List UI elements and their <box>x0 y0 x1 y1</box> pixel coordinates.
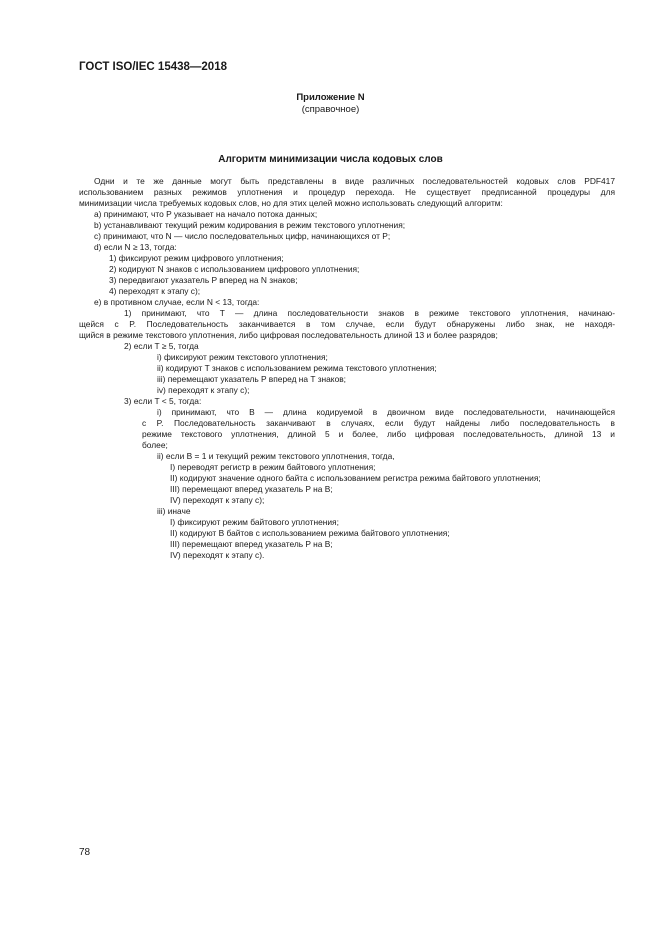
list-item: режиме текстового уплотнения, длиной 5 и более, либо цифровая последовательность, длиной 13 и <box>142 429 615 439</box>
annex-type: (справочное) <box>301 104 360 115</box>
list-item: I) фиксируют режим байтового уплотнения; <box>170 517 339 527</box>
list-item: 1) фиксируют режим цифрового уплотнения; <box>109 253 284 263</box>
list-item: щийся в режиме текстового уплотнения, либо цифровая последовательность длиной 13 и более разрядов; <box>79 330 498 340</box>
list-item: IV) переходят к этапу c); <box>170 495 265 505</box>
list-item: с P. Последовательность заканчивают в случаях, если будут найдены либо последовательность в <box>142 418 615 428</box>
list-item: 3) передвигают указатель P вперед на N знаков; <box>109 275 298 285</box>
list-item: e) в противном случае, если N < 13, тогда: <box>94 297 260 307</box>
list-item: d) если N ≥ 13, тогда: <box>94 242 177 252</box>
list-item: 1) принимают, что T — длина последовательности знаков в режиме текстового уплотнения, начинаю- <box>124 308 615 318</box>
list-item: IV) переходят к этапу c). <box>170 550 265 560</box>
list-item: более; <box>142 440 168 450</box>
list-item: II) кодируют значение одного байта с использованием регистра режима байтового уплотнения; <box>170 473 541 483</box>
list-item: iii) перемещают указатель P вперед на T знаков; <box>157 374 347 384</box>
list-item: II) кодируют B байтов с использованием режима байтового уплотнения; <box>170 528 450 538</box>
intro-line: Одни и те же данные могут быть представлены в виде различных последовательностей кодовых слов PDF417 <box>94 176 615 186</box>
list-item: i) фиксируют режим текстового уплотнения; <box>157 352 328 362</box>
list-item: iv) переходят к этапу c); <box>157 385 250 395</box>
list-item: iii) иначе <box>157 506 191 516</box>
list-item: 2) если T ≥ 5, тогда <box>124 341 199 351</box>
list-item: a) принимают, что P указывает на начало потока данных; <box>94 209 318 219</box>
intro-line: минимизации числа требуемых кодовых слов, но для этих целей можно использовать следующий алгоритм: <box>79 198 503 208</box>
list-item: ii) если B = 1 и текущий режим текстового уплотнения, тогда, <box>157 451 395 461</box>
list-item: 3) если T < 5, тогда: <box>124 396 202 406</box>
intro-line: использованием разных режимов уплотнения и процедур перехода. Не существует предписанной процедуры для <box>79 187 615 197</box>
list-item: 2) кодируют N знаков с использованием цифрового уплотнения; <box>109 264 360 274</box>
list-item: III) перемещают вперед указатель P на B; <box>170 539 333 549</box>
list-item: 4) переходят к этапу c); <box>109 286 201 296</box>
section-title: Алгоритм минимизации числа кодовых слов <box>218 154 443 165</box>
list-item: i) принимают, что B — длина кодируемой в двоичном виде последовательности, начинающейся <box>157 407 615 417</box>
list-item: III) перемещают вперед указатель P на B; <box>170 484 333 494</box>
annex-title: Приложение N <box>296 92 365 103</box>
list-item: c) принимают, что N — число последовательных цифр, начинающихся от P; <box>94 231 391 241</box>
list-item: ii) кодируют T знаков с использованием режима текстового уплотнения; <box>157 363 437 373</box>
page-number: 78 <box>79 847 91 858</box>
list-item: I) переводят регистр в режим байтового уплотнения; <box>170 462 376 472</box>
list-item: щейся с P. Последовательность заканчивается в том случае, если будут обнаружены либо знак, не находя- <box>79 319 615 329</box>
document-header: ГОСТ ISO/IEC 15438—2018 <box>79 61 227 73</box>
list-item: b) устанавливают текущий режим кодирования в режим текстового уплотнения; <box>94 220 406 230</box>
